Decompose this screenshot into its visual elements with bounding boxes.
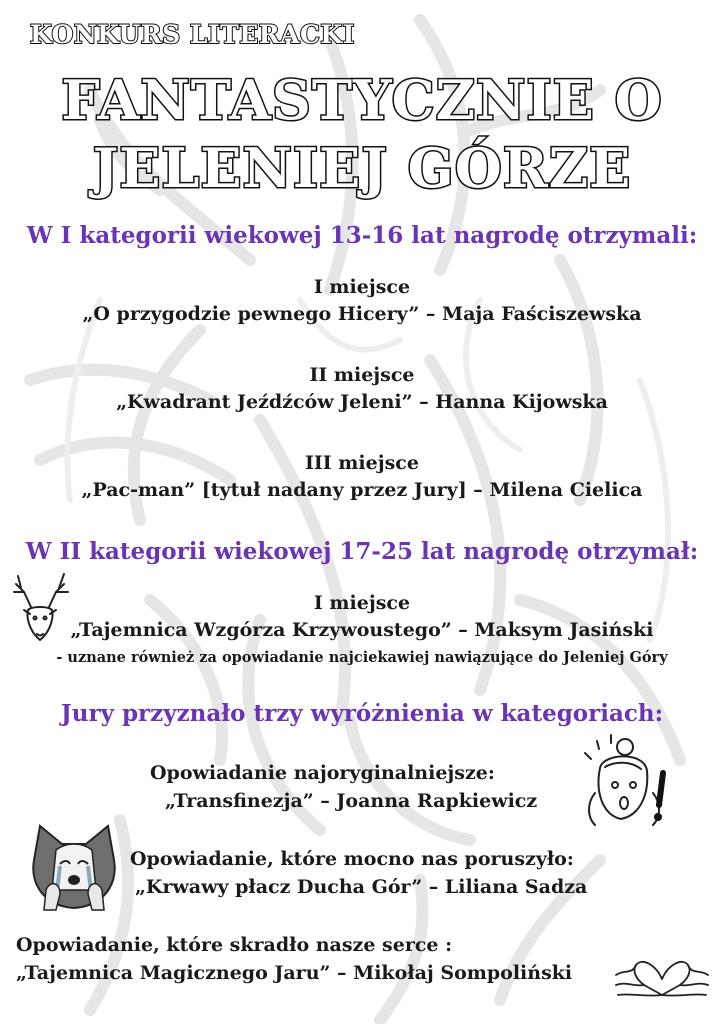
distinction3-category: Opowiadanie, które skradło nasze serce : — [16, 934, 453, 956]
heart-hands-icon — [612, 935, 712, 1003]
category1-award3-place: III miejsce — [305, 452, 419, 474]
distinction2-work: „Krwawy płacz Ducha Gór” – Liliana Sadza — [135, 876, 588, 898]
surprised-girl-icon — [575, 733, 667, 833]
crying-cat-icon — [26, 820, 122, 912]
deer-head-icon — [6, 562, 76, 650]
category1-award2-place: II miejsce — [309, 364, 415, 386]
distinction3-work: „Tajemnica Magicznego Jaru” – Mikołaj Sompoliński — [16, 962, 573, 984]
category1-award1-work: „O przygodzie pewnego Hicery” – Maja Faściszewska — [82, 303, 642, 325]
contest-subtitle: KONKURS LITERACKI — [30, 20, 355, 49]
distinctions-heading: Jury przyznało trzy wyróżnienia w kategoriach: — [60, 700, 664, 727]
distinction1-category: Opowiadanie najoryginalniejsze: — [150, 762, 495, 784]
page-title-line1: FANTASTYCZNIE O — [61, 68, 663, 132]
distinction2-category: Opowiadanie, które mocno nas poruszyło: — [130, 848, 574, 870]
page-title-line2: JELENIEJ GÓRZE — [92, 136, 632, 200]
category1-award2-work: „Kwadrant Jeźdźców Jeleni” – Hanna Kijowska — [116, 391, 608, 413]
category2-heading: W II kategorii wiekowej 17-25 lat nagrodę otrzymał: — [25, 538, 699, 565]
category2-award-place: I miejsce — [313, 592, 411, 614]
category1-heading: W I kategorii wiekowej 13-16 lat nagrodę otrzymali: — [26, 222, 698, 249]
distinction1-work: „Transfinezja” – Joanna Rapkiewicz — [165, 790, 538, 812]
category2-award-note: - uznane również za opowiadanie najciekawiej nawiązujące do Jeleniej Góry — [56, 649, 668, 666]
category2-award-work: „Tajemnica Wzgórza Krzywoustego” – Maksym Jasiński — [70, 619, 654, 641]
category1-award3-work: „Pac-man” [tytuł nadany przez Jury] – Milena Cielica — [81, 479, 643, 501]
category1-award1-place: I miejsce — [313, 276, 411, 298]
